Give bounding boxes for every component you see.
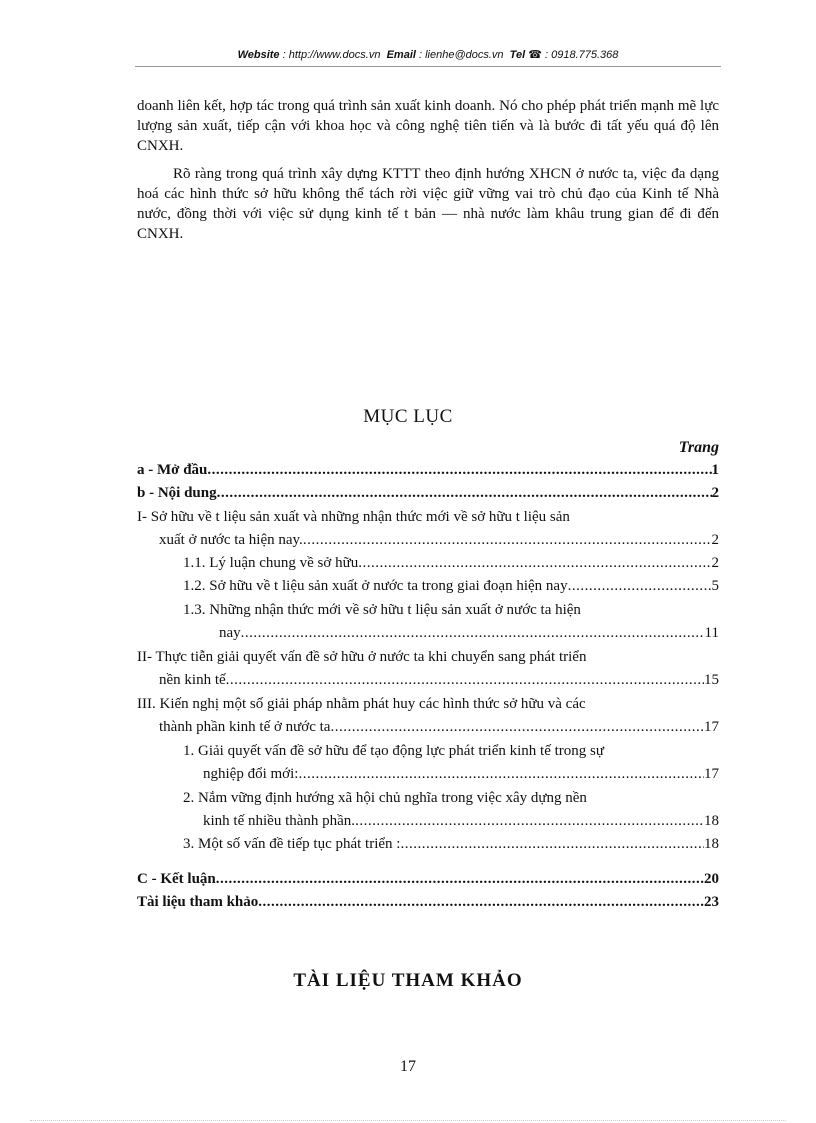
toc-entry-noi-dung[interactable]: b - Nội dung ..... 2 [137, 482, 719, 504]
website-label: Website [237, 49, 280, 61]
toc-title: MỤC LỤC [363, 406, 453, 427]
page-header [135, 48, 721, 61]
toc-entry-3-1[interactable]: 1. Giải quyết vấn đề sở hữu để tạo động lực phát triển kinh tế trong sự nghiệp đổi mới: ..... 17 [137, 739, 719, 785]
toc-entry-tai-lieu[interactable]: Tài liệu tham khảo ..... 23 [137, 891, 719, 913]
toc-entry-section-3[interactable]: III. Kiến nghị một số giải pháp nhằm phát huy các hình thức sở hữu và các thành phần kinh tế ở nước ta ..... 17 [137, 692, 719, 738]
website-value[interactable]: : http://www.docs.vn [282, 49, 381, 61]
toc-entry-3-3[interactable]: 3. Một số vấn đề tiếp tục phát triển : ..... 18 [137, 833, 719, 855]
phone-icon: ☎ [528, 49, 542, 61]
header-divider [135, 66, 721, 67]
toc-entry-mo-dau[interactable]: a - Mở đầu ..... 1 [137, 459, 719, 481]
toc-entry-1-1[interactable]: 1.1. Lý luận chung về sở hữu ..... 2 [137, 552, 719, 574]
paragraph-1: doanh liên kết, hợp tác trong quá trình sản xuất kinh doanh. Nó cho phép phát triển mạnh mẽ lực lượng sản xuất, tiếp cận với khoa học và công nghệ tiên tiến và là bước đi tất yếu quá độ lên CNXH. [137, 98, 719, 154]
toc-entry-ket-luan[interactable]: C - Kết luận ..... 20 [137, 868, 719, 890]
toc-entry-section-2[interactable]: II- Thực tiễn giải quyết vấn đề sở hữu ở nước ta khi chuyển sang phát triển nền kinh tế ..... 15 [137, 645, 719, 691]
email-value[interactable]: : lienhe@docs.vn [419, 49, 504, 61]
toc-entry-section-1[interactable]: I- Sở hữu về t liệu sản xuất và những nhận thức mới về sở hữu t liệu sản xuất ở nước ta hiện nay. ..... 2 [137, 505, 719, 551]
toc-entry-1-2[interactable]: 1.2. Sở hữu về t liệu sản xuất ở nước ta trong giai đoạn hiện nay ..... 5 [137, 575, 719, 597]
page-bottom-divider [30, 1120, 786, 1121]
tel-label: Tel [509, 49, 526, 61]
email-label: Email [386, 49, 416, 61]
toc-page-column-label: Trang [678, 439, 719, 456]
toc-entry-3-2[interactable]: 2. Nắm vững định hướng xã hội chủ nghĩa trong việc xây dựng nền kinh tế nhiều thành phần. ..... 18 [137, 786, 719, 832]
references-title: TÀI LIỆU THAM KHẢO [293, 970, 523, 991]
paragraph-2: Rõ ràng trong quá trình xây dựng KTTT theo định hướng XHCN ở nước ta, việc đa dạng hoá các hình thức sở hữu không thể tách rời việc giữ vững vai trò chủ đạo của Kinh tế Nhà nước, đồng thời với việc sử dụng kinh tế t bản — nhà nước làm khâu trung gian để đi đến CNXH. [137, 166, 719, 242]
table-of-contents [137, 437, 719, 914]
page-number: 17 [400, 1058, 416, 1075]
body-text [137, 96, 719, 252]
toc-entry-1-3[interactable]: 1.3. Những nhận thức mới về sở hữu t liệu sản xuất ở nước ta hiện nay ..... 11 [137, 598, 719, 644]
tel-value: : 0918.775.368 [545, 49, 619, 61]
